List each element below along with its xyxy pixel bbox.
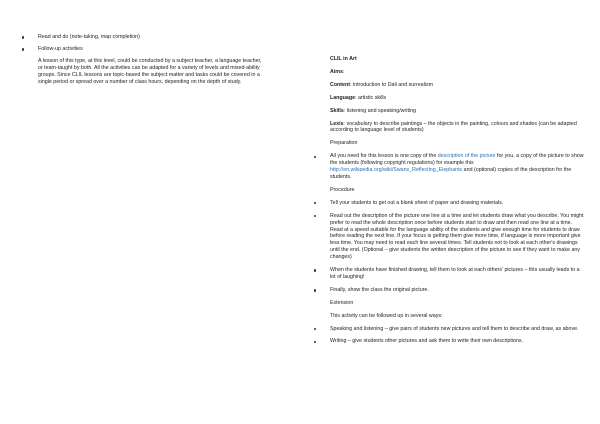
wikipedia-link[interactable]: http://en.wikipedia.org/wiki/Swans_Reflecting_Elephants (330, 167, 463, 174)
list-item-text: When the students have finished drawing, tell them to look at each others' pictures – this usually leads to a lot of laughing! (330, 267, 580, 280)
right-column (314, 56, 586, 345)
aims-separator: : (342, 68, 345, 75)
list-item (314, 326, 586, 333)
bullet-icon (314, 341, 316, 343)
bullet-icon (314, 202, 316, 204)
list-item-text: Finally, show the class the original picture. (330, 286, 429, 293)
prep-text-end: and (optional) copies of the description for the students. (330, 167, 572, 180)
list-item (314, 287, 586, 294)
procedure-heading: Procedure (330, 186, 355, 193)
lexis-line (314, 121, 586, 135)
bullet-icon (314, 156, 316, 158)
list-item (314, 200, 586, 207)
list-item (314, 267, 586, 281)
language-label: Language (330, 94, 356, 101)
language-value: : artistic skills (355, 94, 387, 101)
description-link[interactable]: description of the picture (437, 153, 496, 160)
bullet-icon (22, 36, 24, 38)
content-label: Content (330, 81, 351, 88)
list-item-text: Tell your students to get out a blank sheet of paper and drawing materials. (330, 199, 504, 206)
bullet-icon (314, 289, 316, 291)
lexis-value: : vocabulary to describe paintings – the objects in the painting, colours and shades (can be adapted according to language level of students) (330, 120, 577, 134)
list-item-text: Follow-up activities (38, 45, 83, 52)
list-item (314, 338, 586, 345)
lexis-label: Lexis (330, 120, 344, 127)
page-title: CLIL in Art (330, 56, 357, 62)
bullet-icon (314, 328, 316, 330)
list-item (314, 153, 586, 181)
list-item-text: Speaking and listening – give pairs of students new pictures and tell them to describe and draw, as above. (330, 325, 579, 332)
list-item (22, 34, 262, 41)
list-item-text: Writing – give students other pictures and ask them to write their own descriptions. (330, 338, 524, 345)
bullet-icon (314, 269, 316, 271)
bullet-icon (22, 48, 24, 50)
aims-label: Aims (330, 68, 343, 75)
aims-line (314, 69, 586, 76)
skills-value: : listening and speaking/writing (343, 107, 416, 114)
content-value: : introduction to Dali and surrealism (350, 81, 434, 88)
list-item-text: Read and do (note-taking, map completion) (38, 34, 140, 40)
list-item-text: Read out the description of the picture one line at a time and let students draw what you describe. You might prefer to read the whole description once before students start to draw and then read one line at a time. Read at a speed suitable for the language ability of the students and give enough time for students to draw before reading the next line. If your focus is getting them give more time, if language is more important give less time. You may need to read each line several times. Tell students not to look at each other's drawings until the end. (Optional – give students the written description of the picture to see if they want to make any changes) (330, 212, 584, 261)
skills-line (314, 108, 586, 115)
language-line (314, 95, 586, 102)
prep-text-middle: for you, a copy of the picture to show the students (following copyright regulations) for example this (330, 153, 584, 167)
body-paragraph: A lesson of this type, at this level, could be conducted by a subject teacher, a language teacher, or team-taught by both. All the activities can be adapted for a variety of levels and mixed-ability groups. Since CLIL lessons are topic-based the subject matter and tasks could be covered in a single period or spread over a number of class hours, depending on the depth of study. (38, 57, 262, 85)
extension-intro: This activity can be followed up in several ways: (330, 312, 443, 319)
skills-label: Skills (330, 107, 344, 114)
list-item (22, 46, 262, 53)
list-item (314, 213, 586, 261)
content-line (314, 82, 586, 89)
prep-text-start: All you need for this lesson is one copy of the (330, 153, 438, 160)
extension-heading: Extension (330, 299, 354, 306)
left-column (22, 34, 262, 85)
bullet-icon (314, 215, 316, 217)
preparation-heading: Preparation (330, 140, 358, 147)
